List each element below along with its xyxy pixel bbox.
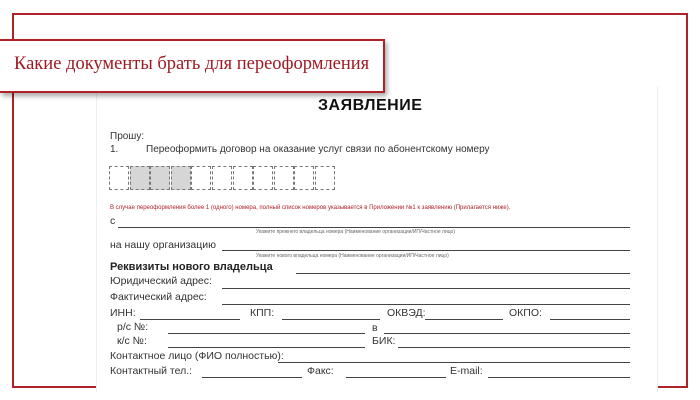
contact-person-label: Контактное лицо (ФИО полностью): <box>110 350 284 362</box>
rs-label: р/с №: <box>117 321 149 333</box>
item-number: 1. <box>110 144 119 155</box>
actual-address-line[interactable] <box>222 304 630 305</box>
email-line[interactable] <box>488 377 630 378</box>
legal-address-label: Юридический адрес: <box>110 275 212 287</box>
from-label: с <box>110 215 116 227</box>
okved-label: ОКВЭД: <box>387 307 426 319</box>
bik-label: БИК: <box>372 335 396 347</box>
number-cell[interactable] <box>212 166 232 190</box>
kpp-label: КПП: <box>250 307 275 319</box>
to-line[interactable] <box>222 250 630 251</box>
fax-line[interactable] <box>346 377 446 378</box>
from-hint: Укажите прежнего владельца номера (Наименование организации/ИП/Частное лицо) <box>256 229 455 235</box>
number-cell[interactable] <box>191 166 211 190</box>
email-label: E-mail: <box>450 365 483 377</box>
number-cell[interactable] <box>109 166 129 190</box>
ks-line[interactable] <box>168 347 365 348</box>
ks-label: к/с №: <box>117 335 147 347</box>
phone-number-cells[interactable] <box>109 166 336 190</box>
banner <box>0 39 385 93</box>
in-bank-label: в <box>372 322 378 334</box>
contact-person-line[interactable] <box>278 362 630 363</box>
number-cell[interactable] <box>130 166 150 190</box>
okpo-line[interactable] <box>550 319 630 320</box>
actual-address-label: Фактический адрес: <box>110 291 207 303</box>
from-line[interactable] <box>118 227 630 228</box>
rs-line[interactable] <box>168 333 365 334</box>
number-cell[interactable] <box>315 166 335 190</box>
inn-label: ИНН: <box>110 307 136 319</box>
number-cell[interactable] <box>294 166 314 190</box>
to-hint: Укажите нового владельца номера (Наименование организации/ИП/Частное лицо) <box>256 253 449 259</box>
number-cell[interactable] <box>274 166 294 190</box>
banner-title: Какие документы брать для переоформления <box>14 54 370 74</box>
okpo-label: ОКПО: <box>509 307 542 319</box>
contact-phone-line[interactable] <box>202 377 302 378</box>
inn-line[interactable] <box>140 319 240 320</box>
number-cell[interactable] <box>233 166 253 190</box>
to-label: на нашу организацию <box>110 239 216 251</box>
red-note: В случае переоформления более 1 (одного) номера, полный список номеров указывается в Приложении №1 к заявлению (Прилагается ниже). <box>110 205 511 211</box>
contact-phone-label: Контактный тел.: <box>110 365 193 377</box>
number-cell[interactable] <box>150 166 170 190</box>
requisites-line[interactable] <box>296 273 630 274</box>
number-cell[interactable] <box>253 166 273 190</box>
bik-line[interactable] <box>398 347 630 348</box>
bank-line[interactable] <box>384 333 630 334</box>
number-cell[interactable] <box>171 166 191 190</box>
fax-label: Факс: <box>307 365 334 377</box>
okved-line[interactable] <box>425 319 503 320</box>
requisites-heading: Реквизиты нового владельца <box>110 261 273 273</box>
kpp-line[interactable] <box>282 319 380 320</box>
item-text: Переоформить договор на оказание услуг связи по абонентскому номеру <box>146 144 490 155</box>
prosu-label: Прошу: <box>110 131 145 142</box>
document-title: ЗАЯВЛЕНИЕ <box>318 97 423 114</box>
legal-address-line[interactable] <box>222 288 630 289</box>
